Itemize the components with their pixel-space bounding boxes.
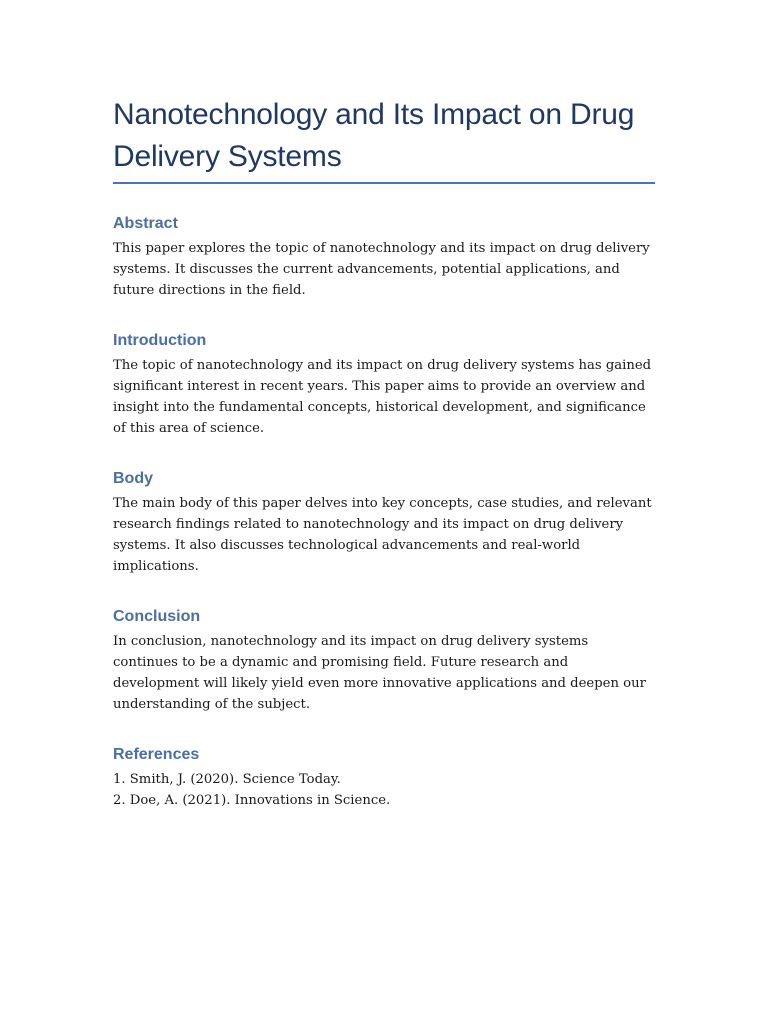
section-body-conclusion: In conclusion, nanotechnology and its impact on drug delivery systems continues to be a dynamic and promising field. Future research and development will likely yield even more innovative applications and deepen our understanding of the subject. bbox=[113, 634, 646, 712]
title-divider bbox=[113, 182, 655, 184]
section-heading-references: References bbox=[113, 746, 200, 763]
reference-list bbox=[113, 769, 655, 811]
section-heading-introduction: Introduction bbox=[113, 332, 207, 349]
section-heading-body: Body bbox=[113, 470, 153, 487]
section-conclusion bbox=[113, 607, 655, 715]
section-abstract bbox=[113, 214, 655, 301]
section-introduction bbox=[113, 331, 655, 439]
section-references bbox=[113, 745, 655, 811]
section-heading-conclusion: Conclusion bbox=[113, 608, 201, 625]
section-heading-abstract: Abstract bbox=[113, 215, 178, 232]
document-page bbox=[113, 94, 655, 841]
reference-item: 2. Doe, A. (2021). Innovations in Science. bbox=[113, 793, 391, 808]
document-title: Nanotechnology and Its Impact on Drug Delivery Systems bbox=[113, 98, 635, 173]
section-body-introduction: The topic of nanotechnology and its impact on drug delivery systems has gained significant interest in recent years. This paper aims to provide an overview and insight into the fundamental concepts, historical development, and significance of this area of science. bbox=[113, 358, 652, 436]
section-body-abstract: This paper explores the topic of nanotechnology and its impact on drug delivery systems. It discusses the current advancements, potential applications, and future directions in the field. bbox=[113, 241, 650, 298]
section-body-body: The main body of this paper delves into key concepts, case studies, and relevant research findings related to nanotechnology and its impact on drug delivery systems. It also discusses technological advancements and real-world implications. bbox=[113, 496, 652, 574]
section-body bbox=[113, 469, 655, 577]
reference-item: 1. Smith, J. (2020). Science Today. bbox=[113, 772, 341, 787]
